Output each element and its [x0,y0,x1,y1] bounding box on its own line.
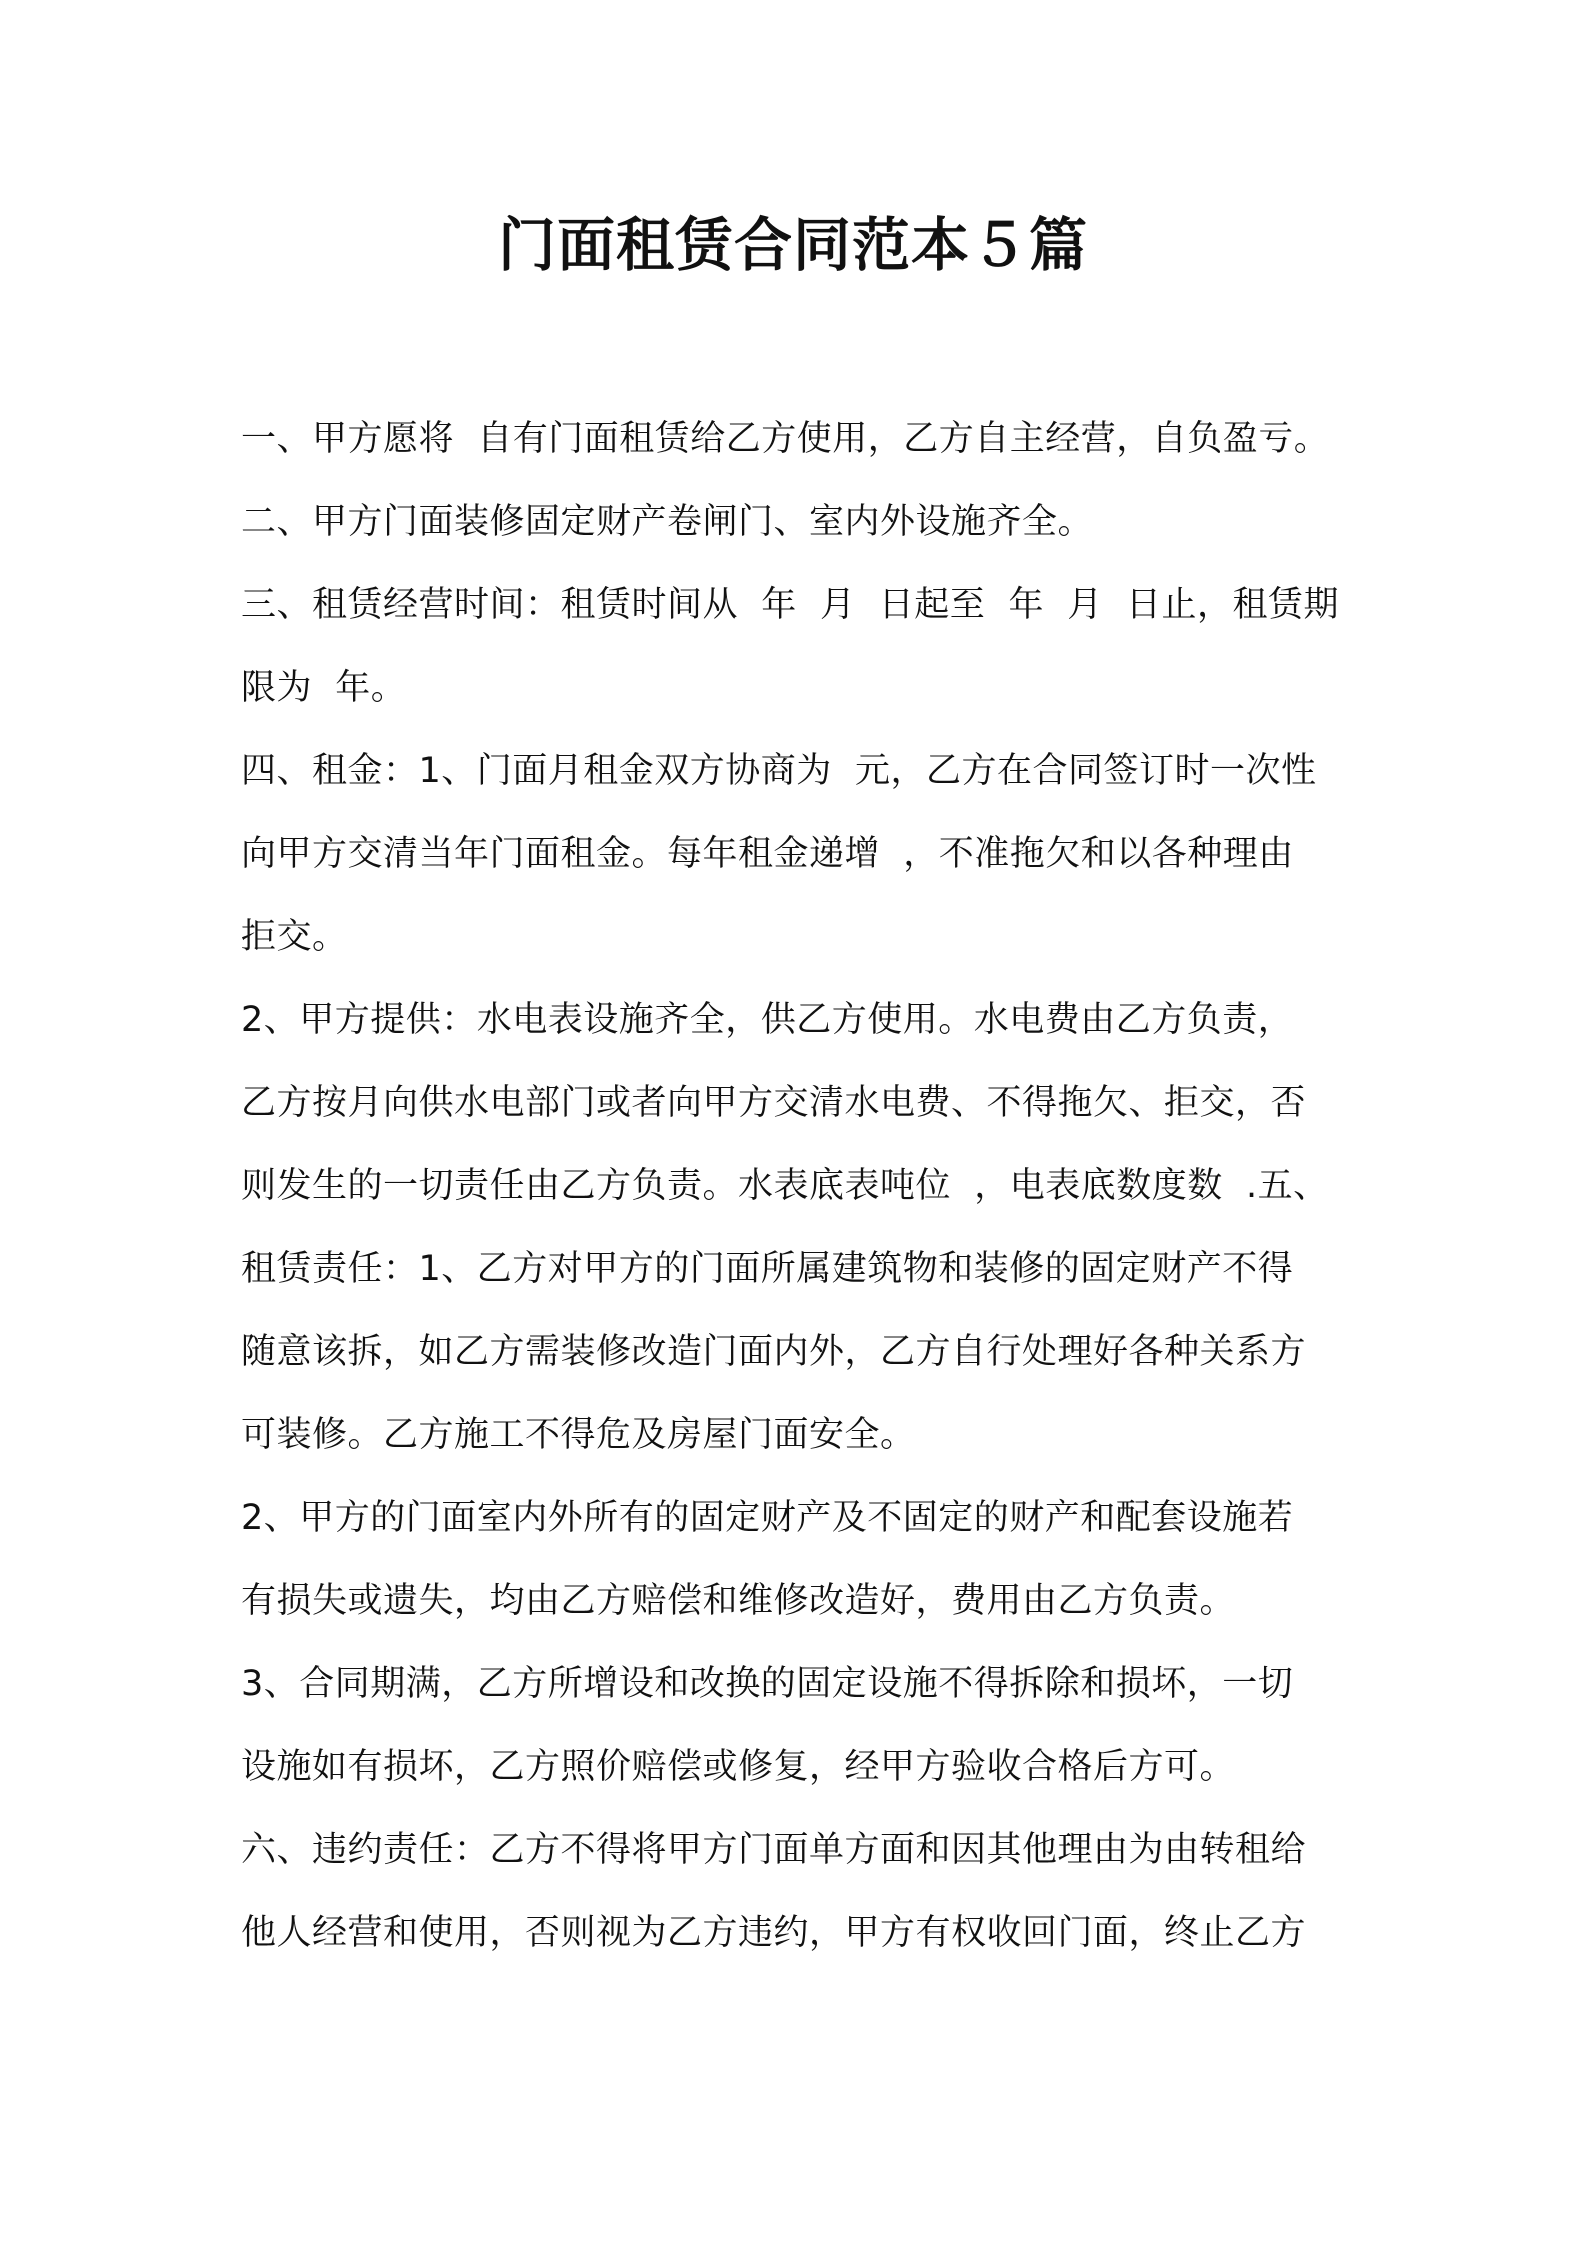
body-line: 则发生的一切责任由乙方负责。水表底表吨位 ，电表底数度数 .五、 [241,1166,1329,1206]
body-line: 有损失或遗失，均由乙方赔偿和维修改造好，费用由乙方负责。 [241,1581,1236,1621]
body-line: 随意该拆，如乙方需装修改造门面内外，乙方自行处理好各种关系方 [241,1332,1307,1372]
body-line: 拒交。 [241,917,348,957]
body-line: 2、甲方提供：水电表设施齐全，供乙方使用。水电费由乙方负责， [241,1000,1294,1040]
body-line: 租赁责任：1、乙方对甲方的门面所属建筑物和装修的固定财产不得 [241,1249,1294,1289]
body-line: 向甲方交清当年门面租金。每年租金递增 ，不准拖欠和以各种理由 [241,834,1294,874]
body-line: 限为 年。 [241,668,407,708]
body-line: 六、违约责任：乙方不得将甲方门面单方面和因其他理由为由转租给 [241,1830,1307,1870]
body-line: 一、甲方愿将 自有门面租赁给乙方使用，乙方自主经营，自负盈亏。 [241,419,1330,459]
body-line: 2、甲方的门面室内外所有的固定财产及不固定的财产和配套设施若 [241,1498,1294,1538]
body-line: 3、合同期满，乙方所增设和改换的固定设施不得拆除和损坏，一切 [241,1664,1294,1704]
body-line: 二、甲方门面装修固定财产卷闸门、室内外设施齐全。 [241,502,1094,542]
body-line: 乙方按月向供水电部门或者向甲方交清水电费、不得拖欠、拒交，否 [241,1083,1307,1123]
body-line: 四、租金：1、门面月租金双方协商为 元，乙方在合同签订时一次性 [241,751,1317,791]
document-title: 门面租赁合同范本５篇 [497,211,1088,279]
body-line: 三、租赁经营时间：租赁时间从 年 月 日起至 年 月 日止，租赁期 [241,585,1340,625]
document-body [241,398,1361,1975]
body-line: 可装修。乙方施工不得危及房屋门面安全。 [241,1415,916,1455]
body-line: 设施如有损坏，乙方照价赔偿或修复，经甲方验收合格后方可。 [241,1747,1236,1787]
body-line: 他人经营和使用，否则视为乙方违约，甲方有权收回门面，终止乙方 [241,1913,1307,1953]
